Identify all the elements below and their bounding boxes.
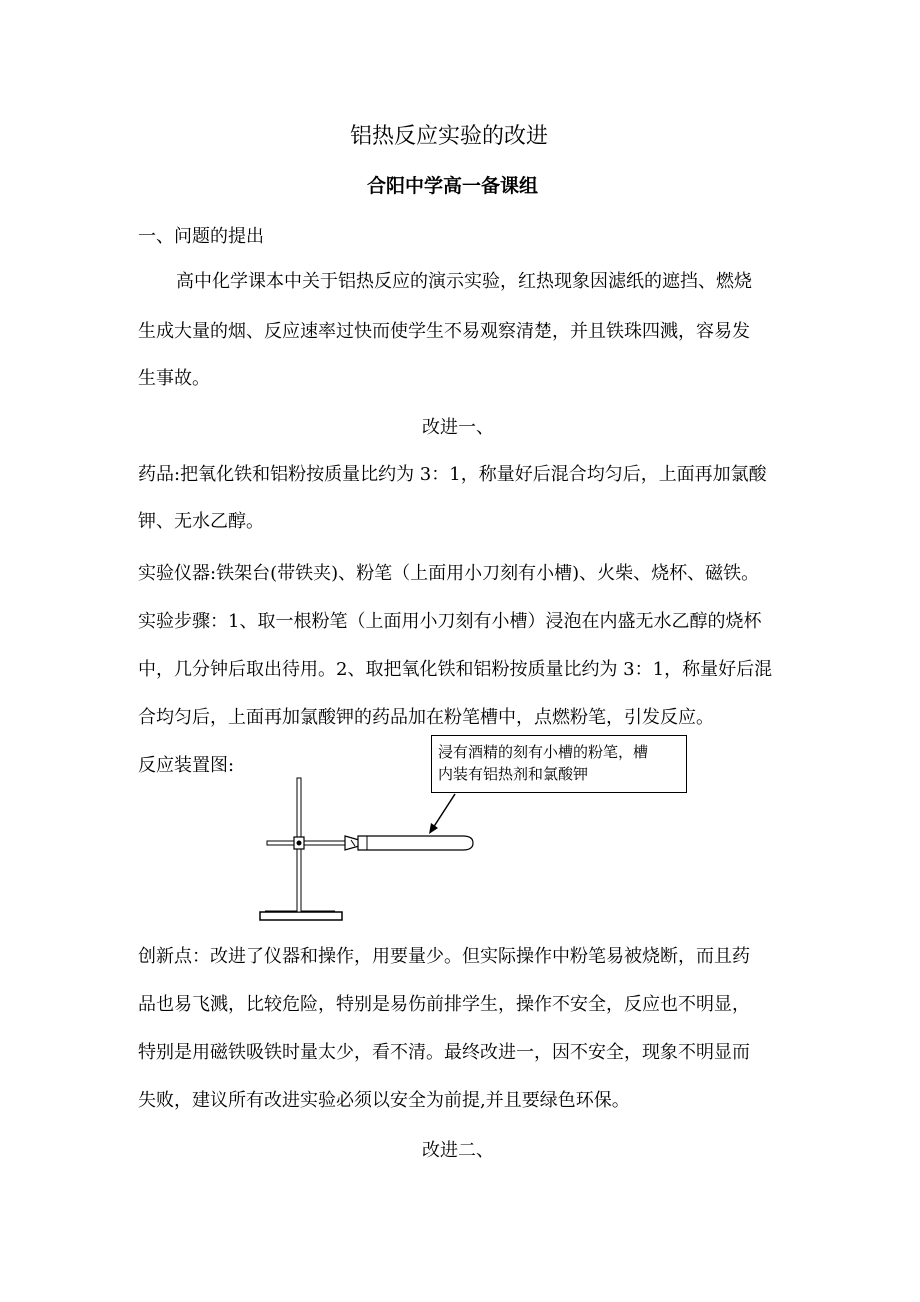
paragraph-line: 高中化学课本中关于铝热反应的演示实验，红热现象因滤纸的遮挡、燃烧	[176, 271, 752, 292]
callout-arrow	[433, 794, 455, 828]
improvement-one-heading: 改进一、	[422, 417, 494, 438]
innovation-line: 品也易飞溅，比较危险，特别是易伤前排学生，操作不安全，反应也不明显，	[138, 994, 750, 1015]
page-title: 铝热反应实验的改进	[350, 124, 549, 149]
instruments-line: 实验仪器:铁架台(带铁夹)、粉笔（上面用小刀刻有小槽)、火柴、烧杯、磁铁。	[138, 563, 760, 584]
innovation-line: 特别是用磁铁吸铁时量太少，看不清。最终改进一，因不安全，现象不明显而	[138, 1042, 750, 1063]
clamp-arm	[267, 841, 351, 845]
reagents-line: 钾、无水乙醇。	[138, 511, 264, 532]
diagram-label: 反应装置图:	[138, 755, 235, 776]
steps-line: 实验步骤：1、取一根粉笔（上面用小刀刻有小槽）浸泡在内盛无水乙醇的烧杯	[138, 611, 762, 632]
reagents-line: 药品:把氧化铁和铝粉按质量比约为 3：1，称量好后混合均匀后，上面再加氯酸	[138, 464, 767, 485]
callout-line: 浸有酒精的刻有小槽的粉笔，槽	[438, 743, 649, 761]
stand-base	[260, 912, 342, 920]
callout-line: 内装有铝热剂和氯酸钾	[438, 765, 589, 783]
innovation-line: 失败，建议所有改进实验必须以安全为前提,并且要绿色环保。	[138, 1090, 630, 1111]
innovation-line: 创新点：改进了仪器和操作，用要量少。但实际操作中粉笔易被烧断，而且药	[138, 946, 750, 967]
improvement-two-heading: 改进二、	[422, 1140, 494, 1161]
paragraph-line: 生事故。	[138, 368, 210, 389]
steps-line: 中，几分钟后取出待用。2、取把氧化铁和铝粉按质量比约为 3：1，称量好后混	[138, 659, 773, 680]
steps-line: 合均匀后，上面再加氯酸钾的药品加在粉笔槽中，点燃粉笔，引发反应。	[138, 707, 714, 728]
page-subtitle: 合阳中学高一备课组	[367, 175, 539, 197]
section-heading-problem: 一、问题的提出	[138, 226, 264, 247]
chalk-stick	[358, 836, 473, 850]
reaction-apparatus-diagram	[255, 770, 495, 930]
paragraph-line: 生成大量的烟、反应速率过快而使学生不易观察清楚，并且铁珠四溅，容易发	[138, 321, 750, 342]
clamp-jaw	[345, 836, 359, 850]
